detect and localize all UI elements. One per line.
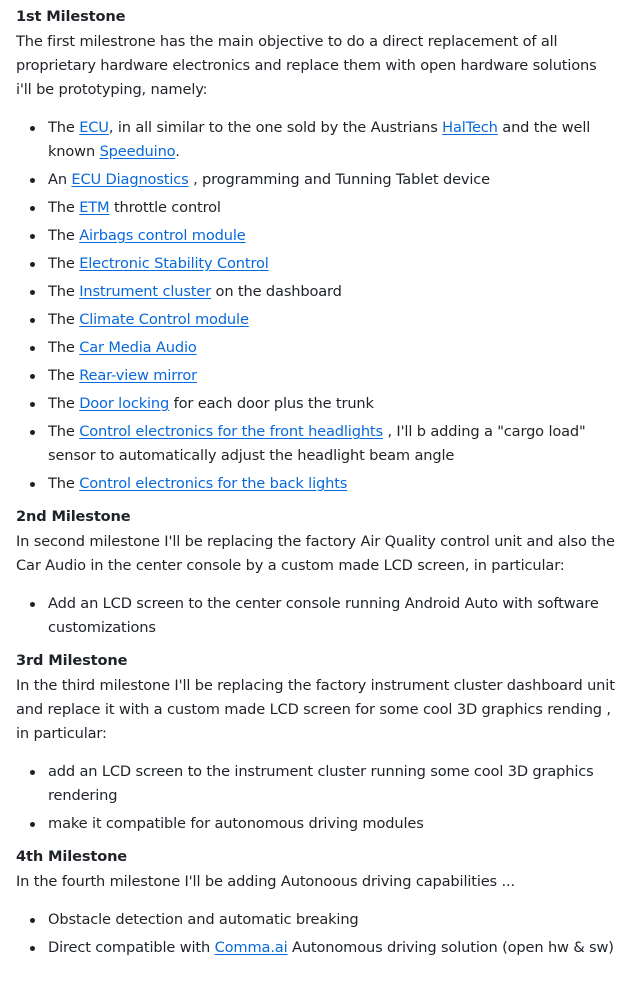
ecu-link[interactable]: ECU xyxy=(79,119,109,136)
door-locking-link[interactable]: Door locking xyxy=(79,395,170,412)
milestone-1-intro: The first milestrone has the main objective to do a direct replacement of all proprietary hardware electronics and replace them with open hardware solutions i'll be prototyping, namely: xyxy=(16,33,597,98)
milestone-4-intro: In the fourth milestone I'll be adding Autonoous driving capabilities ... xyxy=(16,873,515,890)
milestone-2-title: 2nd Milestone xyxy=(16,508,131,525)
airbags-link[interactable]: Airbags control module xyxy=(79,227,246,244)
milestone-3-section xyxy=(16,650,616,836)
milestone-4-section xyxy=(16,846,616,960)
rear-view-mirror-link[interactable]: Rear-view mirror xyxy=(79,367,197,384)
milestone-3-intro: In the third milestone I'll be replacing the factory instrument cluster dashboard unit and replace it with a custom made LCD screen for some cool 3D graphics rending , in particular: xyxy=(16,677,615,742)
list-item: The Instrument cluster on the dashboard xyxy=(48,280,616,304)
milestone-4-title: 4th Milestone xyxy=(16,848,128,865)
list-item: The Airbags control module xyxy=(48,224,616,248)
milestone-2-section xyxy=(16,506,616,640)
milestone-1-section xyxy=(16,6,616,496)
list-item: The Climate Control module xyxy=(48,308,616,332)
list-item: An ECU Diagnostics , programming and Tunning Tablet device xyxy=(48,168,616,192)
speeduino-link[interactable]: Speeduino xyxy=(99,143,176,160)
list-item: The ECU, in all similar to the one sold by the Austrians HalTech and the well known Speeduino. xyxy=(48,116,616,164)
list-item: The Control electronics for the front headlights , I'll b adding a "cargo load" sensor to automatically adjust the headlight beam angle xyxy=(48,420,616,468)
haltech-link[interactable]: HalTech xyxy=(442,119,498,136)
list-item: Obstacle detection and automatic breaking xyxy=(48,908,616,932)
list-item: The Control electronics for the back lights xyxy=(48,472,616,496)
milestone-4-list xyxy=(16,908,616,960)
list-item: The Door locking for each door plus the trunk xyxy=(48,392,616,416)
milestone-2-intro: In second milestone I'll be replacing the factory Air Quality control unit and also the Car Audio in the center console by a custom made LCD screen, in particular: xyxy=(16,533,615,574)
comma-ai-link[interactable]: Comma.ai xyxy=(214,939,288,956)
back-lights-link[interactable]: Control electronics for the back lights xyxy=(79,475,348,492)
instrument-cluster-link[interactable]: Instrument cluster xyxy=(79,283,212,300)
milestone-2-list xyxy=(16,592,616,640)
list-item: Direct compatible with Comma.ai Autonomous driving solution (open hw & sw) xyxy=(48,936,616,960)
list-item: Add an LCD screen to the center console running Android Auto with software customizations xyxy=(48,592,616,640)
milestone-1-title: 1st Milestone xyxy=(16,8,126,25)
milestone-1-list xyxy=(16,116,616,496)
milestone-3-list xyxy=(16,760,616,836)
list-item: The ETM throttle control xyxy=(48,196,616,220)
list-item: make it compatible for autonomous driving modules xyxy=(48,812,616,836)
climate-control-link[interactable]: Climate Control module xyxy=(79,311,249,328)
list-item: The Rear-view mirror xyxy=(48,364,616,388)
stability-control-link[interactable]: Electronic Stability Control xyxy=(79,255,269,272)
car-media-audio-link[interactable]: Car Media Audio xyxy=(79,339,197,356)
list-item: The Car Media Audio xyxy=(48,336,616,360)
milestone-3-title: 3rd Milestone xyxy=(16,652,128,669)
list-item: The Electronic Stability Control xyxy=(48,252,616,276)
list-item: add an LCD screen to the instrument cluster running some cool 3D graphics rendering xyxy=(48,760,616,808)
etm-link[interactable]: ETM xyxy=(79,199,110,216)
front-headlights-link[interactable]: Control electronics for the front headlights xyxy=(79,423,383,440)
ecu-diagnostics-link[interactable]: ECU Diagnostics xyxy=(71,171,189,188)
